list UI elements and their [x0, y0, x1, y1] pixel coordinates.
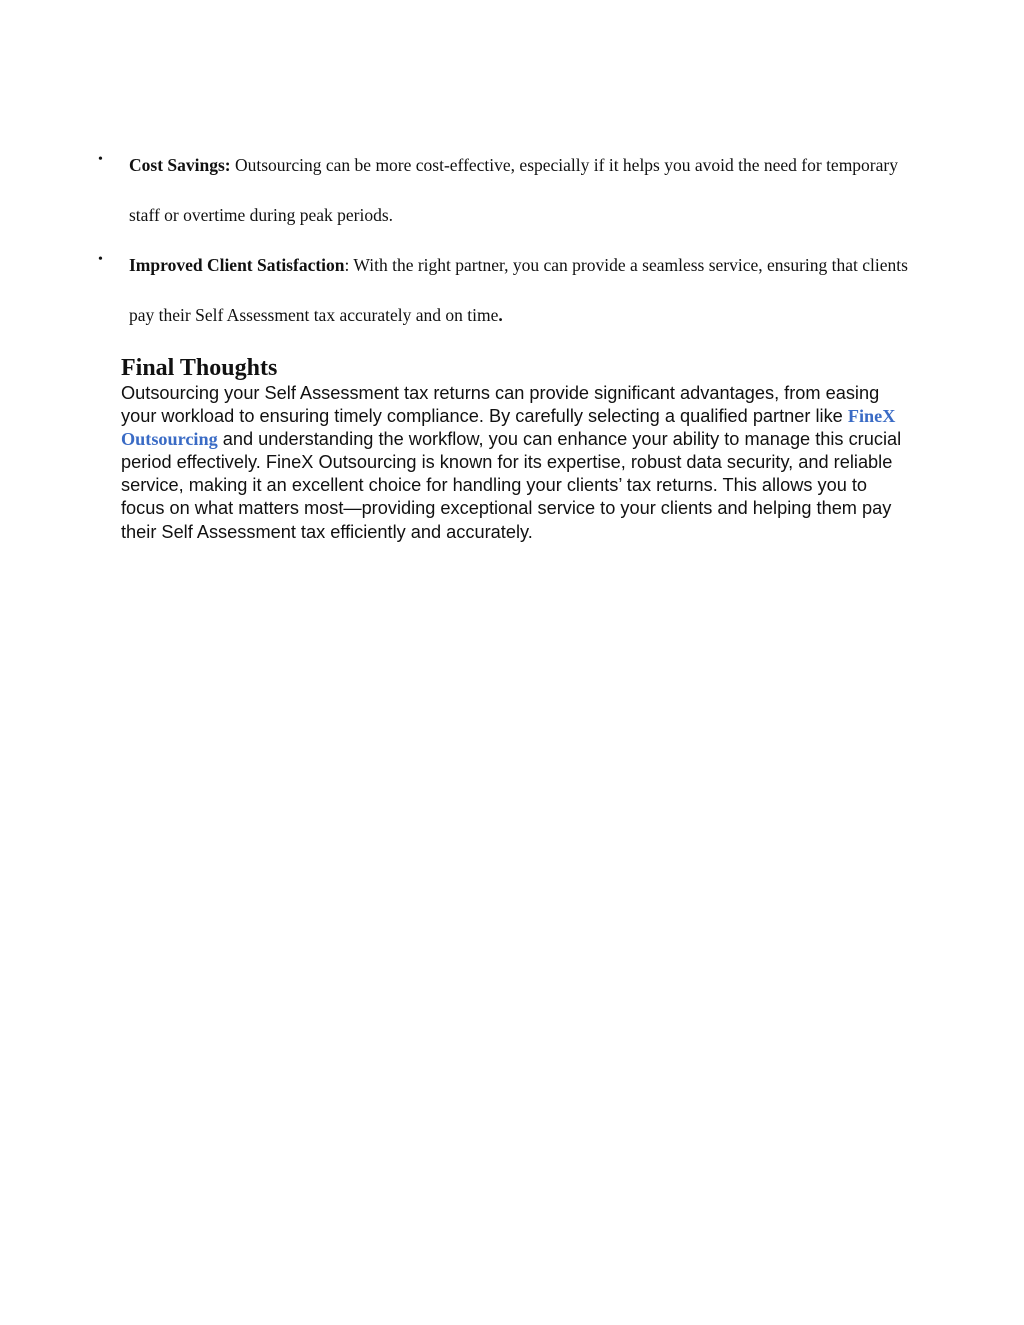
bullet-label: Improved Client Satisfaction	[129, 255, 345, 275]
paragraph-text-before-link: Outsourcing your Self Assessment tax returns can provide significant advantages, from easing your workload to ensuring timely compliance. By carefully selecting a qualified partner like	[121, 383, 880, 427]
paragraph-text-after-link: and understanding the workflow, you can enhance your ability to manage this crucial period effectively. FineX Outsourcing is known for its expertise, robust data security, and reliable service, making it an excellent choice for handling your clients’ tax returns. This allows you to focus on what matters most—providing exceptional service to your clients and helping them pay their Self Assessment tax efficiently and accurately.	[121, 429, 902, 542]
bullet-icon: •	[98, 152, 103, 167]
list-item-cost-savings	[0, 140, 909, 240]
bullet-icon: •	[98, 252, 103, 267]
final-thoughts-heading: Final Thoughts	[121, 355, 278, 381]
bullet-end-punctuation: .	[498, 305, 503, 325]
final-thoughts-paragraph	[121, 382, 911, 544]
benefits-list	[0, 140, 1024, 340]
finex-outsourcing-link[interactable]: FineX Outsourcing	[121, 406, 896, 450]
bullet-text: Outsourcing can be more cost-effective, especially if it helps you avoid the need for temporary staff or overtime during peak periods.	[129, 155, 898, 225]
bullet-label: Cost Savings:	[129, 155, 231, 175]
list-item-client-satisfaction	[0, 240, 909, 340]
bullet-text: : With the right partner, you can provide a seamless service, ensuring that clients pay their Self Assessment tax accurately and on time	[129, 255, 908, 325]
